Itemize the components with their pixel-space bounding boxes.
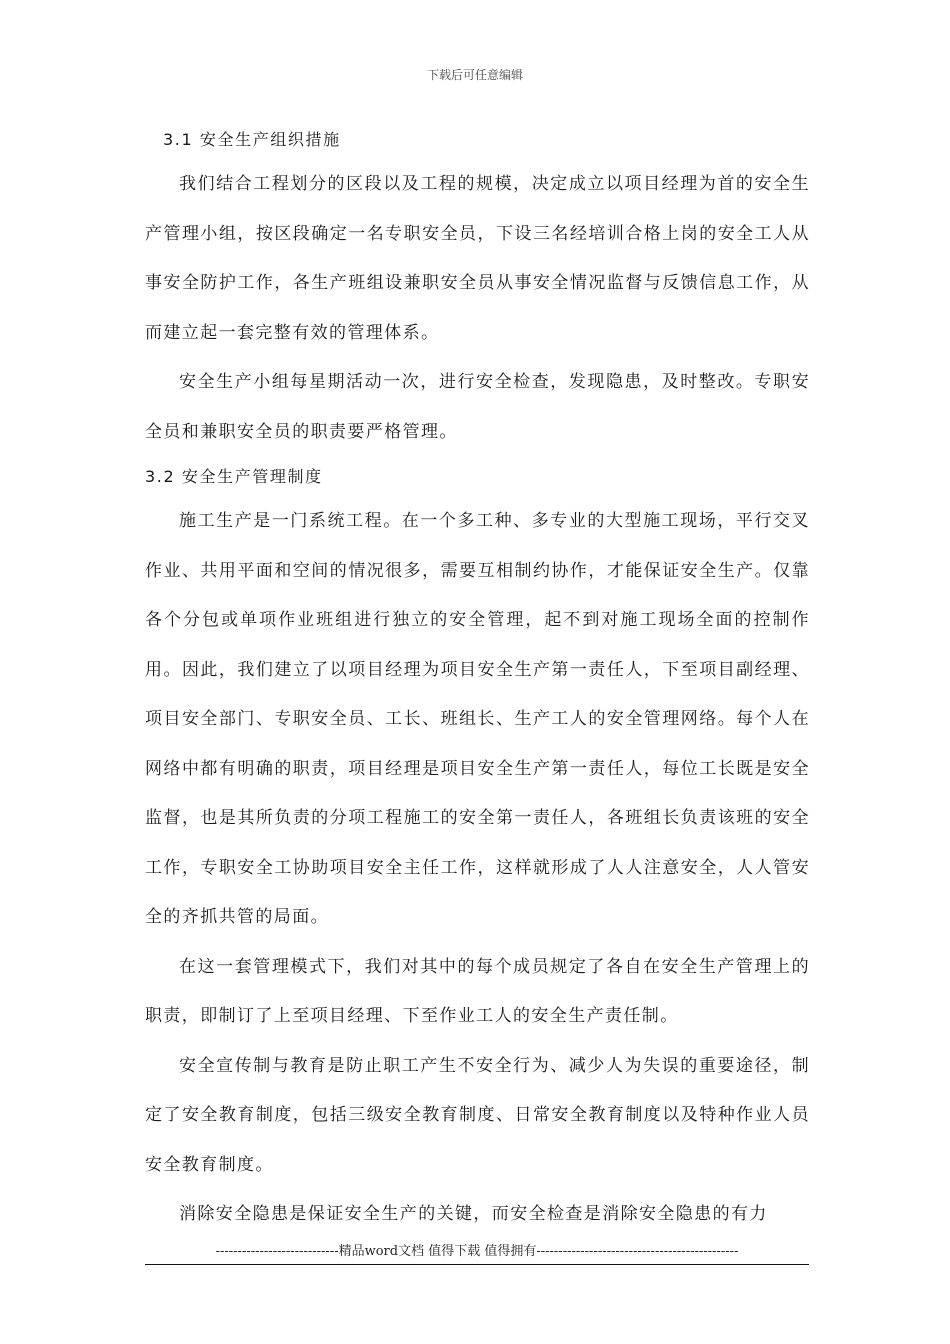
page-header-note: 下载后可任意编辑: [426, 68, 523, 82]
page-footer: [145, 1243, 809, 1265]
section-heading-3-2: 3.2 安全生产管理制度: [145, 467, 323, 486]
section-heading-3-1: 3.1 安全生产组织措施: [163, 130, 341, 149]
paragraph: 安全生产小组每星期活动一次，进行安全检查，发现隐患，及时整改。专职安全员和兼职安全员的职责要严格管理。: [145, 372, 810, 442]
footer-divider: [145, 1264, 809, 1265]
paragraph: 施工生产是一门系统工程。在一个多工种、多专业的大型施工现场，平行交叉作业、共用平面和空间的情况很多，需要互相制约协作，才能保证安全生产。仅靠各个分包或单项作业班组进行独立的安全管理，起不到对施工现场全面的控制作用。因此，我们建立了以项目经理为项目安全生产第一责任人，下至项目副经理、项目安全部门、专职安全员、工长、班组长、生产工人的安全管理网络。每个人在网络中都有明确的职责，项目经理是项目安全生产第一责任人，每位工长既是安全监督，也是其所负责的分项工程施工的安全第一责任人，各班组长负责该班的安全工作，专职安全工协助项目安全主任工作，这样就形成了人人注意安全，人人管安全的齐抓共管的局面。: [145, 511, 810, 927]
paragraph: 在这一套管理模式下，我们对其中的每个成员规定了各自在安全生产管理上的职责，即制订了上至项目经理、下至作业工人的安全生产责任制。: [145, 956, 810, 1026]
paragraph: 我们结合工程划分的区段以及工程的规模，决定成立以项目经理为首的安全生产管理小组，按区段确定一名专职安全员，下设三名经培训合格上岗的安全工人从事安全防护工作，各生产班组设兼职安全员从事安全情况监督与反馈信息工作，从而建立起一套完整有效的管理体系。: [145, 174, 810, 343]
footer-text: ----------------------------精品word文档 值得下载 值得拥有----------------------------------------------: [215, 1244, 739, 1259]
document-body: [145, 120, 810, 1240]
paragraph: 安全宣传制与教育是防止职工产生不安全行为、减少人为失误的重要途径，制定了安全教育制度，包括三级安全教育制度、日常安全教育制度以及特种作业人员安全教育制度。: [145, 1055, 810, 1175]
paragraph: 消除安全隐患是保证安全生产的关键，而安全检查是消除安全隐患的有力: [179, 1204, 768, 1224]
